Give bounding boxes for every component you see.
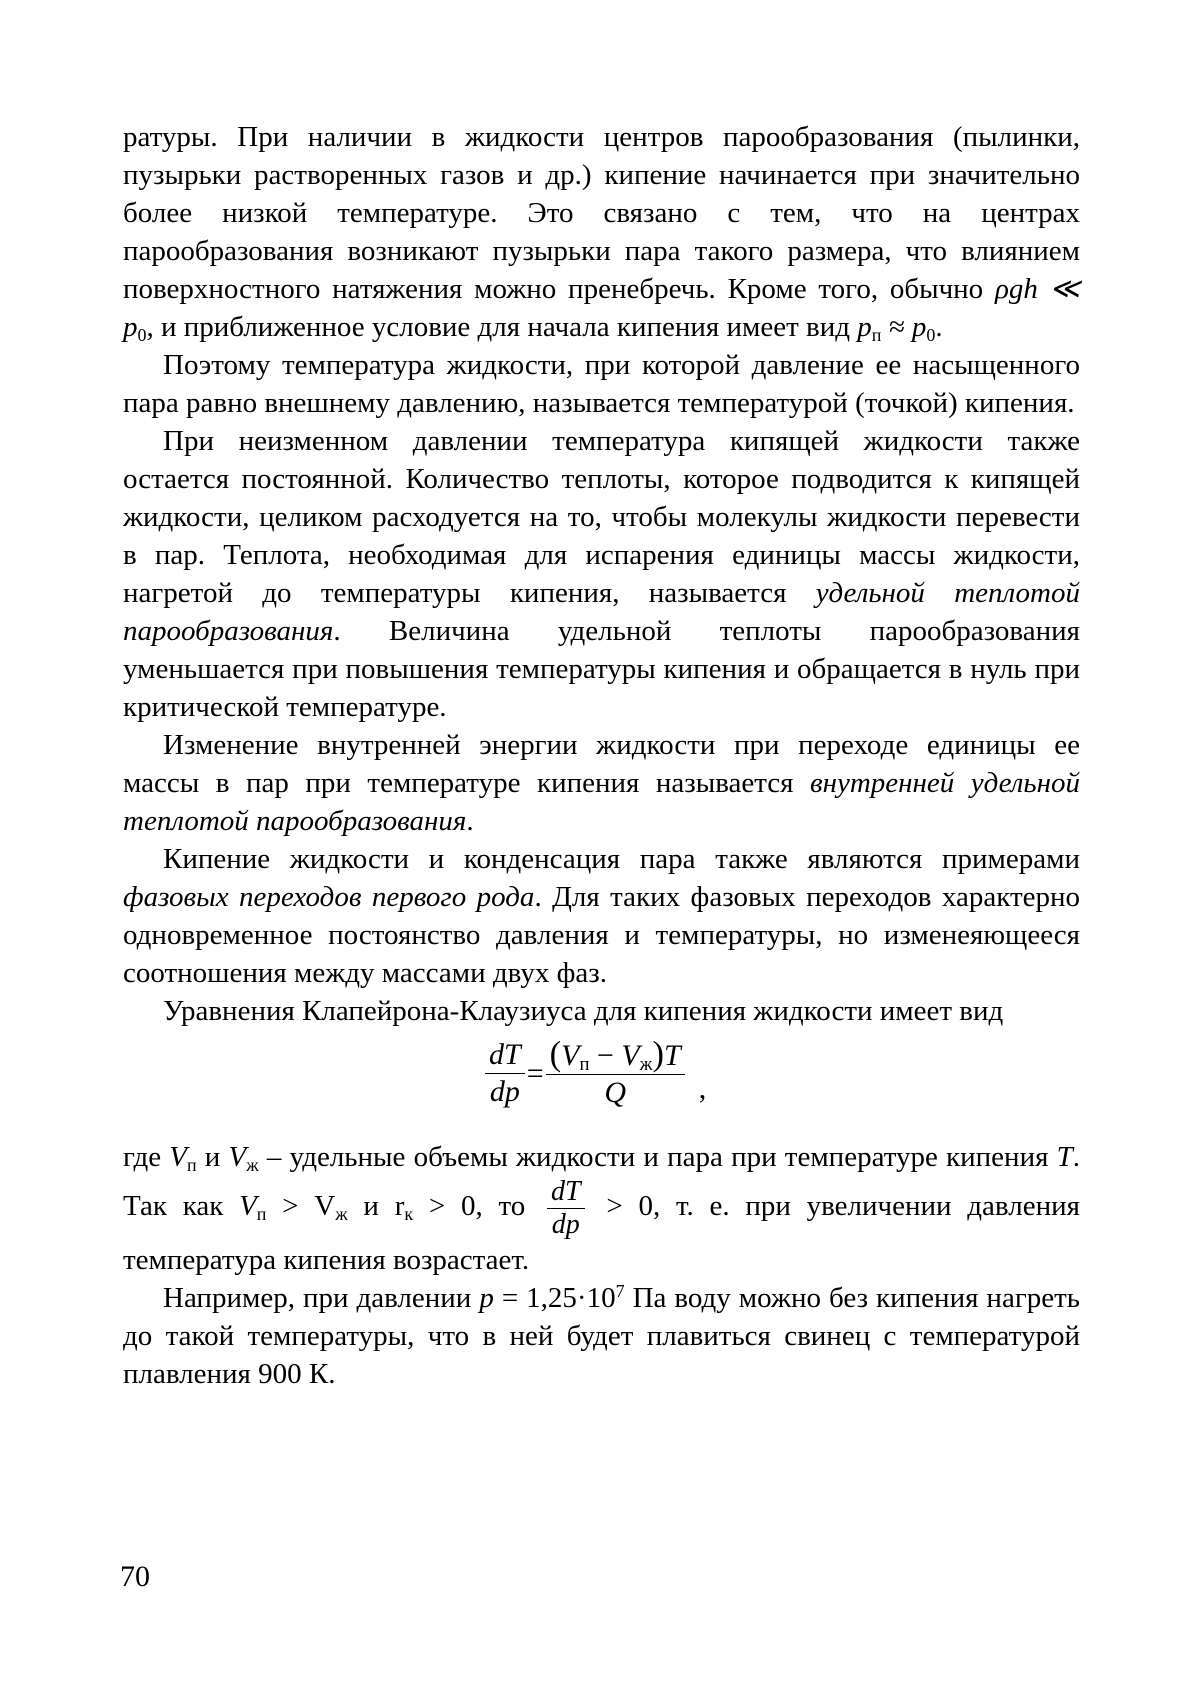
paragraph-5-text-2: . Для таких фазовых переходов характерно одновременное постоянство давления и температуры, но изменеяющееся соотношения между массами двух фаз. (123, 881, 1081, 989)
paragraph-4 (123, 726, 1080, 840)
inline-math-boiling-condition (857, 311, 936, 346)
math-subscript: п (256, 1204, 267, 1225)
math-variable: V (228, 1141, 247, 1173)
paragraph-1-text-2: , и приближенное условие для начала кипения имеет вид (146, 311, 858, 343)
term-italic: фазовых переходов первого рода (123, 881, 535, 913)
paragraph-7-text: . Так как (123, 1141, 1081, 1223)
paragraph-3 (123, 422, 1080, 726)
fraction-denominator: dp (551, 1209, 580, 1240)
math-superscript: 7 (615, 1281, 625, 1302)
paragraph-7 (123, 1138, 1080, 1279)
fraction-denominator: Q (604, 1076, 626, 1109)
paragraph-8-text: Па воду можно без кипения нагреть до такой температуры, что в ней будет плавиться свинец с температурой плавления 900 К. (123, 1282, 1080, 1390)
paragraph-7-text: – удельные объемы жидкости и пара при температуре кипения (258, 1141, 1057, 1173)
punctuation: , (698, 1071, 707, 1105)
paragraph-8-text: Например, при давлении (163, 1282, 480, 1314)
paragraph-7-text: где (123, 1141, 170, 1173)
formula-rhs-fraction (546, 1036, 685, 1111)
paragraph-7-text: и r (347, 1190, 405, 1223)
paragraph-2: Поэтому температура жидкости, при которой давление ее насыщенного пара равно внешнему давлению, называется температурой (точкой) кипения. (123, 349, 1080, 419)
math-subscript: ж (246, 1155, 259, 1176)
math-variable (169, 1141, 197, 1176)
term-italic: удельной теплотой парообразования (123, 577, 1080, 647)
punctuation: . (466, 805, 474, 837)
paragraph-3-text: При неизменном давлении температура кипящей жидкости также остается постоянной. Количество теплоты, которое подводится к кипящей жидкости, целиком расходуется на то, чтобы молекулы жидкости перевести в пар. Теплота, необходимая для испарения единицы массы жидкости, нагретой до температуры кипения, называется (123, 425, 1080, 609)
math-expression: p (857, 311, 872, 343)
math-expression: ≈ p (881, 311, 927, 343)
clapeyron-clausius-formula (123, 1036, 1080, 1132)
fraction-denominator: dp (489, 1075, 520, 1108)
paragraph-4-text: Изменение внутренней энергии жидкости при переходе единицы ее массы в пар при температуре кипения называется (123, 729, 1080, 799)
fraction-numerator: dT (551, 1176, 581, 1207)
equals-sign: = (526, 1056, 544, 1090)
math-expression: ρgh ≪ p (123, 273, 1080, 343)
math-variable: V (239, 1190, 257, 1223)
math-variable (228, 1141, 259, 1176)
math-variable: V (621, 1039, 640, 1072)
math-variable (239, 1190, 267, 1225)
math-subscript: ж (639, 1054, 653, 1076)
paragraph-7-text: > 0, т. е. при увеличении давления температура кипения возрастает. (123, 1190, 1080, 1276)
math-subscript: ж (335, 1204, 348, 1225)
paragraph-3-text-2: . Величина удельной теплоты парообразования уменьшается при повышения температуры кипения и обращается в нуль при критической температуре. (123, 615, 1080, 723)
minus-sign: − (589, 1039, 622, 1072)
paragraph-1 (123, 118, 1080, 346)
formula-row (485, 1036, 706, 1111)
math-subscript: к (404, 1204, 414, 1225)
paragraph-5-text: Кипение жидкости и конденсация пара также являются примерами (163, 843, 1080, 875)
term-italic: внутренней удельной теплотой парообразования (123, 767, 1081, 837)
math-subscript: п (186, 1155, 197, 1176)
fraction-numerator: dT (489, 1038, 521, 1071)
inline-derivative-fraction (547, 1176, 585, 1241)
paren-open: ( (549, 1035, 562, 1073)
paragraph-5 (123, 840, 1080, 992)
math-variable: T (1056, 1141, 1073, 1173)
math-variable: p (479, 1282, 494, 1314)
math-subscript: п (579, 1054, 590, 1076)
math-variable: V (561, 1039, 580, 1072)
page-number: 70 (120, 1560, 150, 1593)
paren-close: ) (652, 1035, 664, 1073)
paragraph-6: Уравнения Клапейрона-Клаузиуса для кипения жидкости имеет вид (163, 995, 1004, 1027)
paragraph-8-text: = 1,25·10 (493, 1282, 616, 1314)
paragraph-7-text: и (196, 1141, 229, 1173)
paragraph-1-text: ратуры. При наличии в жидкости центров парообразования (пылинки, пузырьки растворенных газов и др.) кипение начинается при значительно более низкой температуре. Это связано с тем, что на центрах парообразования возникают пузырьки пара такого размера, что влиянием поверхностного натяжения можно пренебречь. Кроме того, обычно (123, 121, 1080, 305)
punctuation: . (935, 311, 943, 343)
math-variable: T (664, 1039, 681, 1072)
math-variable: V (169, 1141, 187, 1173)
math-subscript: п (871, 325, 882, 346)
math-subscript: 0 (926, 325, 936, 346)
paragraph-7-text: > V (266, 1190, 336, 1223)
math-subscript: 0 (137, 325, 147, 346)
body-text (123, 118, 1080, 1393)
paragraph-8 (123, 1279, 1080, 1393)
fraction-numerator (546, 1036, 685, 1074)
formula-lhs-fraction (485, 1037, 525, 1110)
paragraph-7-text: > 0, то (413, 1190, 542, 1223)
